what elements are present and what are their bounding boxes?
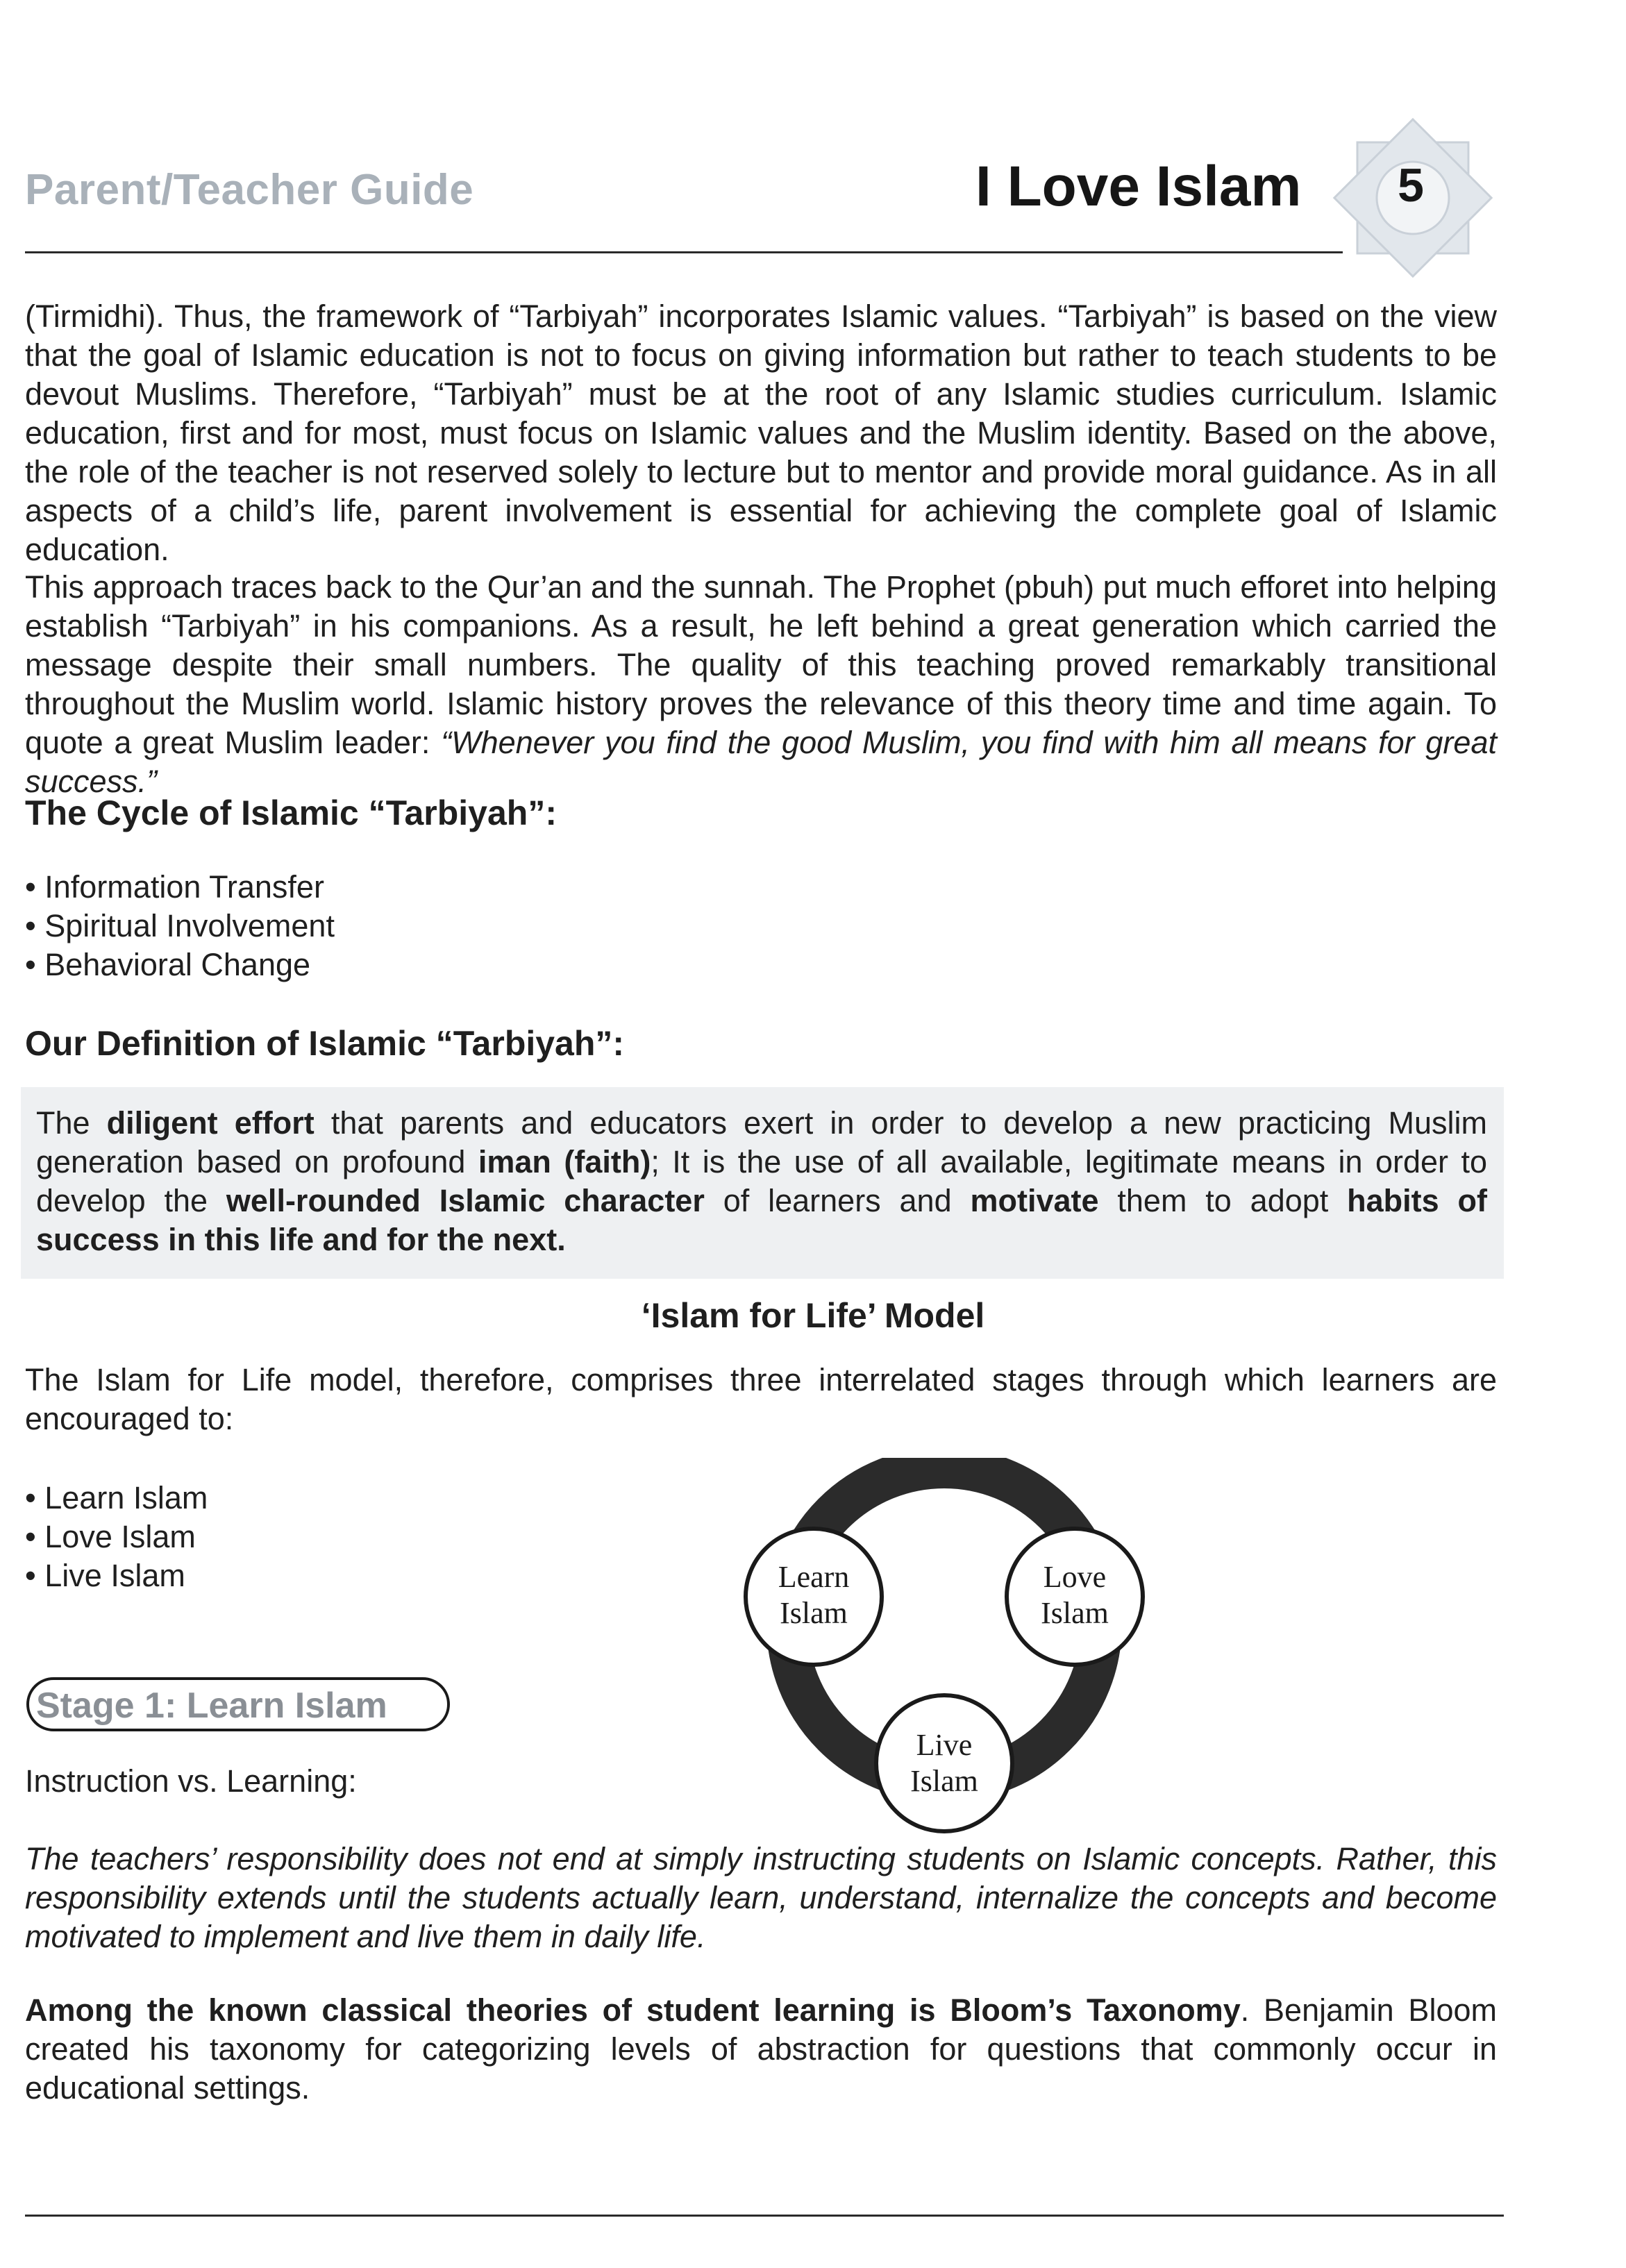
intro-paragraph: (Tirmidhi). Thus, the framework of “Tarbiyah” incorporates Islamic values. “Tarbiyah” is based on the view that the goal of Islamic education is not to focus on giving information but rather to teach students to be devout Muslims. Therefore, “Tarbiyah” must be at the root of any Islamic studies curriculum. Islamic education, first and for most, must focus on Islamic values and the Muslim identity. Based on the above, the role of the teacher is not reserved solely to lecture but to mentor and provide moral guidance. As in all aspects of a child’s life, parent involvement is essential for achieving the complete goal of Islamic education. bbox=[25, 299, 1497, 567]
def-text: ; It is the use of all available, legitimate means in order to develop the bbox=[36, 1144, 1487, 1218]
learn-label: Learn bbox=[778, 1560, 850, 1594]
def-bold: well-rounded Islamic character bbox=[226, 1183, 705, 1218]
live-node bbox=[876, 1695, 1012, 1831]
list-item: • Love Islam bbox=[25, 1518, 208, 1556]
def-text: that parents and educators exert in order to develop a new practicing Muslim generation based on profound bbox=[36, 1105, 1488, 1179]
approach-text: This approach traces back to the Qur’an and the sunnah. The Prophet (pbuh) put much efforet into helping establish “Tarbiyah” in his companions. As a result, he left behind a great generation which carried the message despite their small numbers. The quality of this teaching proved remarkably transitional throughout the Muslim world. Islamic history proves the relevance of this theory time and time again. To quote a great Muslim leader: bbox=[25, 569, 1497, 760]
stages-list bbox=[25, 1479, 208, 1595]
islam-for-life-diagram bbox=[736, 1458, 1166, 1847]
model-intro: The Islam for Life model, therefore, comprises three interrelated stages through which learners are encouraged to: bbox=[25, 1362, 1497, 1436]
love-node bbox=[1007, 1529, 1143, 1665]
cycle-list bbox=[25, 868, 335, 984]
book-title: I Love Islam bbox=[975, 155, 1302, 218]
learn-node bbox=[746, 1529, 882, 1665]
instruction-paragraph: The teachers’ responsibility does not end at simply instructing students on Islamic concepts. Rather, this responsibility extends until the students actually learn, understand, internalize the concepts and become motivated to implement and live them in daily life. bbox=[25, 1841, 1497, 1954]
definition-text bbox=[36, 1104, 1487, 1259]
bloom-text: . Benjamin Bloom created his taxonomy for categorizing levels of abstraction for questions that commonly occur in educational settings. bbox=[25, 1992, 1497, 2106]
def-bold: motivate bbox=[970, 1183, 1099, 1218]
bloom-paragraph bbox=[25, 1991, 1497, 2108]
list-item: • Behavioral Change bbox=[25, 946, 335, 984]
list-item: • Learn Islam bbox=[25, 1479, 208, 1518]
def-text: them to adopt bbox=[1098, 1183, 1348, 1218]
page-number: 5 bbox=[1398, 159, 1424, 212]
list-item: • Spiritual Involvement bbox=[25, 907, 335, 946]
stage-label: Stage 1: Learn Islam bbox=[36, 1686, 387, 1726]
list-item: • Information Transfer bbox=[25, 868, 335, 907]
live-label: Live bbox=[916, 1728, 973, 1762]
love-label: Islam bbox=[1041, 1596, 1109, 1630]
header-divider bbox=[25, 251, 1343, 253]
approach-paragraph bbox=[25, 568, 1497, 801]
model-title: ‘Islam for Life’ Model bbox=[641, 1296, 985, 1335]
def-text: The bbox=[36, 1105, 107, 1141]
definition-box bbox=[21, 1087, 1504, 1279]
def-text: of learners and bbox=[704, 1183, 971, 1218]
def-bold: diligent effort bbox=[106, 1105, 315, 1141]
love-label: Love bbox=[1043, 1560, 1107, 1594]
definition-heading: Our Definition of Islamic “Tarbiyah”: bbox=[25, 1024, 625, 1063]
cycle-heading: The Cycle of Islamic “Tarbiyah”: bbox=[25, 793, 557, 832]
guide-title: Parent/Teacher Guide bbox=[25, 166, 474, 214]
def-bold: iman (faith) bbox=[478, 1144, 651, 1179]
def-bold: habits of success in this life and for the next. bbox=[36, 1183, 1487, 1257]
live-label: Islam bbox=[910, 1764, 978, 1798]
learn-label: Islam bbox=[780, 1596, 848, 1630]
leader-quote: “Whenever you find the good Muslim, you find with him all means for great success.” bbox=[25, 725, 1497, 799]
bloom-bold: Among the known classical theories of student learning is Bloom’s Taxonomy bbox=[25, 1992, 1241, 2028]
list-item: • Live Islam bbox=[25, 1556, 208, 1595]
footer-divider bbox=[25, 2215, 1504, 2217]
stage-subheading: Instruction vs. Learning: bbox=[25, 1763, 357, 1799]
